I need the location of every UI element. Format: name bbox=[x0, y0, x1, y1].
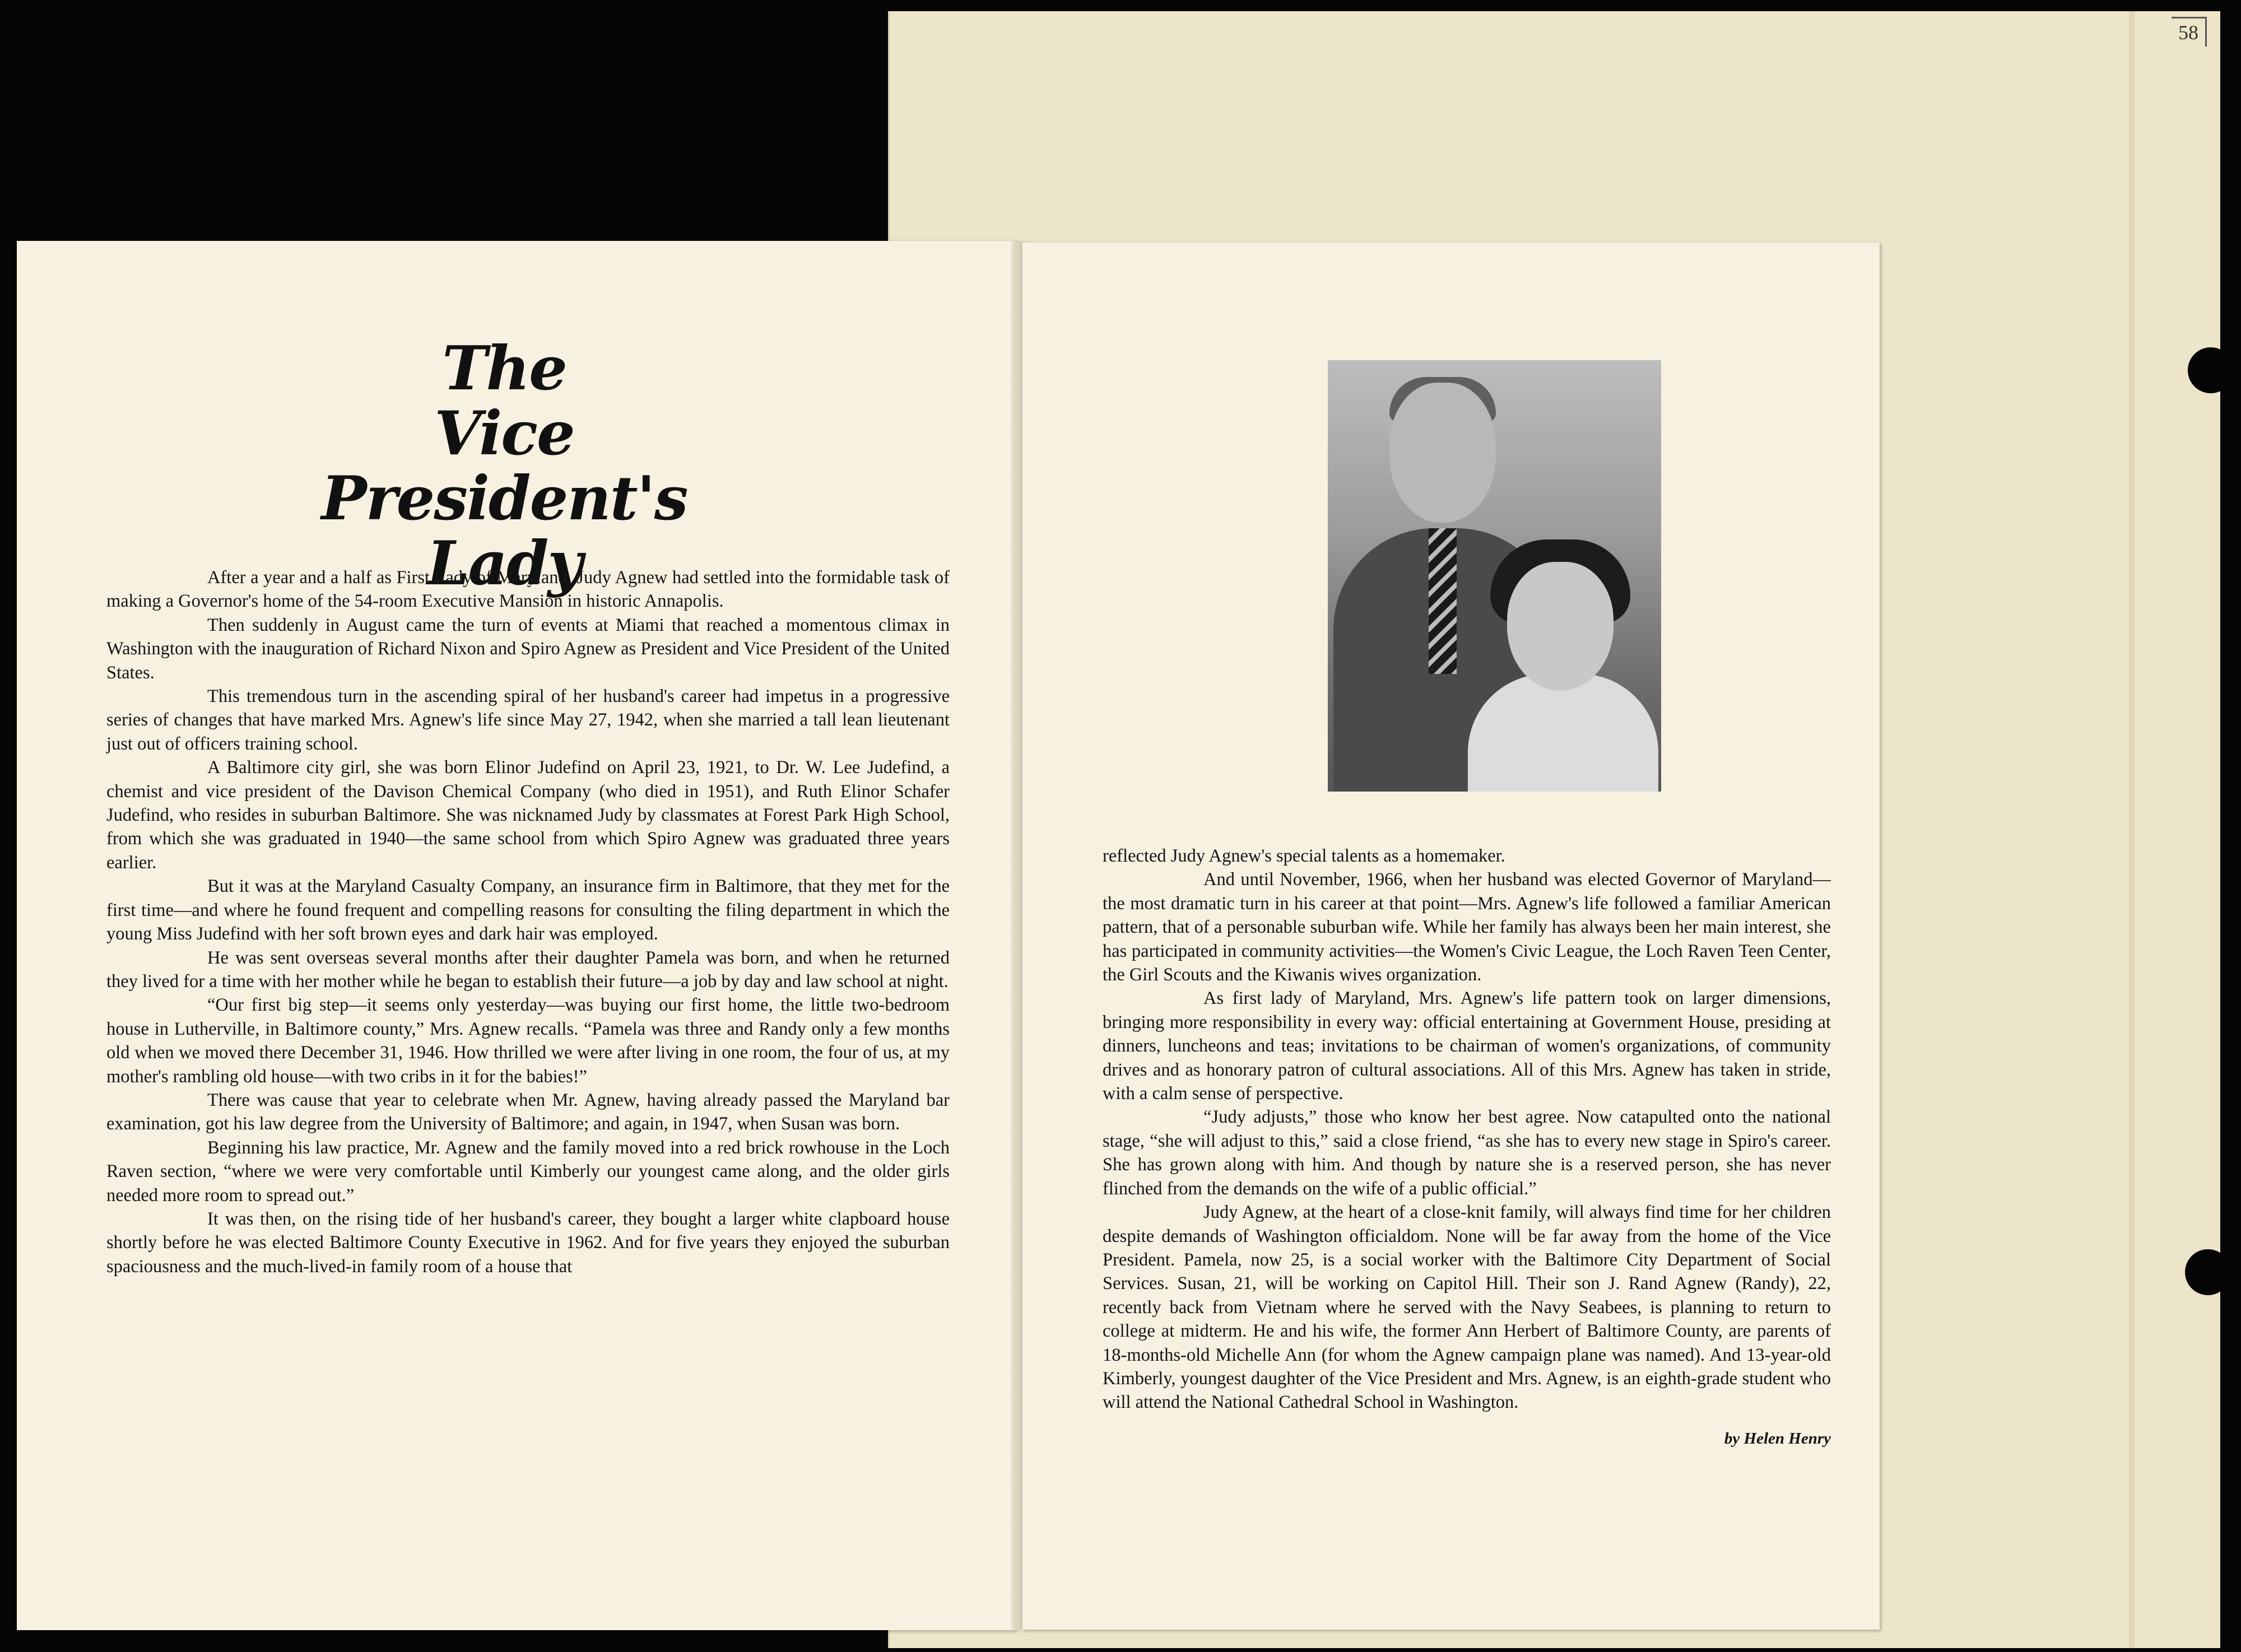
page-number: 58 bbox=[2172, 17, 2207, 46]
photo-woman-face bbox=[1507, 562, 1614, 691]
title-line-2: Vice President's bbox=[321, 398, 687, 534]
paragraph: After a year and a half as First Lady of Maryland, Judy Agnew had settled into the formidable task of making a Governor's home of the 54-room Executive Mansion in historic Annapolis. bbox=[106, 567, 950, 612]
paragraph: And until November, 1966, when her husband was elected Governor of Maryland—the most dramatic turn in his career at that point—Mrs. Agnew's life followed a familiar American pattern, that of a personable suburban wife. While her family has always been her main interest, she has participated in community activities—the Women's Civic League, the Loch Raven Teen Center, the Girl Scouts and the Kiwanis wives organization. bbox=[1103, 869, 1831, 985]
paragraph: He was sent overseas several months after their daughter Pamela was born, and when he returned they lived for a time with her mother while he began to establish their future—a job by day and law school at night. bbox=[106, 947, 950, 992]
brochure-right-page bbox=[1022, 243, 1880, 1630]
paragraph: A Baltimore city girl, she was born Elinor Judefind on April 23, 1921, to Dr. W. Lee Judefind, a chemist and vice president of the Davison Chemical Company (who died in 1951), and Ruth Elinor Schafer Judefind, who resides in suburban Baltimore. She was nicknamed Judy by classmates at Forest Park High School, from which she was graduated in 1940—the same school from which Spiro Agnew was graduated three years earlier. bbox=[106, 757, 950, 873]
backing-sheet-edge bbox=[2129, 11, 2135, 1648]
right-page-body bbox=[1103, 844, 1831, 1414]
portrait-photo bbox=[1328, 360, 1661, 792]
title-line-3: Lady bbox=[426, 528, 582, 599]
photo-striped-tie bbox=[1429, 528, 1457, 674]
paragraph: “Judy adjusts,” those who know her best agree. Now catapulted onto the national stage, “she will adjust to this,” said a close friend, “as she has to every new stage in Spiro's career. She has grown along with him. And though by nature she is a reserved person, she has never flinched from the demands on the wife of a public official.” bbox=[1103, 1107, 1831, 1199]
left-page-body bbox=[106, 566, 950, 1278]
paragraph: But it was at the Maryland Casualty Company, an insurance firm in Baltimore, that they met for the first time—and where he found frequent and compelling reasons for consulting the filing department in which the young Miss Judefind with her soft brown eyes and dark hair was employed. bbox=[106, 876, 950, 944]
photo-man-face bbox=[1389, 383, 1496, 523]
paragraph: Beginning his law practice, Mr. Agnew and the family moved into a red brick rowhouse in the Loch Raven section, “where we were very comfortable until Kimberly our youngest came along, and the older girls needed more room to spread out.” bbox=[106, 1137, 950, 1206]
title-line-1: The bbox=[442, 333, 566, 404]
article-title bbox=[291, 333, 717, 599]
paragraph: “Our first big step—it seems only yesterday—was buying our first home, the little two-bedroom house in Lutherville, in Baltimore county,” Mrs. Agnew recalls. “Pamela was three and Randy only a few months old when we moved there December 31, 1946. How thrilled we were after living in one room, the four of us, at my mother's rambling old house—with two cribs in it for the babies!” bbox=[106, 995, 950, 1087]
paragraph: It was then, on the rising tide of her husband's career, they bought a larger white clapboard house shortly before he was elected Baltimore County Executive in 1962. And for five years they enjoyed the suburban spaciousness and the much-lived-in family room of a house that bbox=[106, 1208, 950, 1277]
photo-woman-dress bbox=[1468, 674, 1658, 792]
paragraph: There was cause that year to celebrate when Mr. Agnew, having already passed the Maryland bar examination, got his law degree from the University of Baltimore; and again, in 1947, when Susan was born. bbox=[106, 1090, 950, 1134]
paragraph: Judy Agnew, at the heart of a close-knit family, will always find time for her children despite demands of Washington officialdom. None will be far away from the home of the Vice President. Pamela, now 25, is a social worker with the Baltimore City Department of Social Services. Susan, 21, will be working on Capitol Hill. Their son J. Rand Agnew (Randy), 22, recently back from Vietnam where he served with the Navy Seabees, is planning to return to college at midterm. He and his wife, the former Ann Herbert of Baltimore County, are parents of 18-months-old Michelle Ann (for whom the Agnew campaign plane was named). And 13-year-old Kimberly, youngest daughter of the Vice President and Mrs. Agnew, is an eighth-grade student who will attend the National Cathedral School in Washington. bbox=[1103, 1202, 1831, 1413]
punch-hole-bottom bbox=[2185, 1249, 2231, 1295]
paragraph: reflected Judy Agnew's special talents as a homemaker. bbox=[1103, 846, 1505, 866]
paragraph: As first lady of Maryland, Mrs. Agnew's life pattern took on larger dimensions, bringing more responsibility in every way: official entertaining at Government House, presiding at dinners, luncheons and teas; invitations to be chairman of women's organizations, of community drives and as honorary patron of cultural associations. All of this Mrs. Agnew has taken in stride, with a calm sense of perspective. bbox=[1103, 988, 1831, 1104]
paragraph: This tremendous turn in the ascending spiral of her husband's career had impetus in a progressive series of changes that have marked Mrs. Agnew's life since May 27, 1942, when she married a tall lean lieutenant just out of officers training school. bbox=[106, 686, 950, 754]
punch-hole-top bbox=[2188, 347, 2234, 393]
author-byline: by Helen Henry bbox=[1724, 1430, 1831, 1448]
paragraph: Then suddenly in August came the turn of events at Miami that reached a momentous climax in Washington with the inauguration of Richard Nixon and Spiro Agnew as President and Vice President of the United States. bbox=[106, 615, 950, 683]
brochure-left-page bbox=[17, 241, 1017, 1630]
